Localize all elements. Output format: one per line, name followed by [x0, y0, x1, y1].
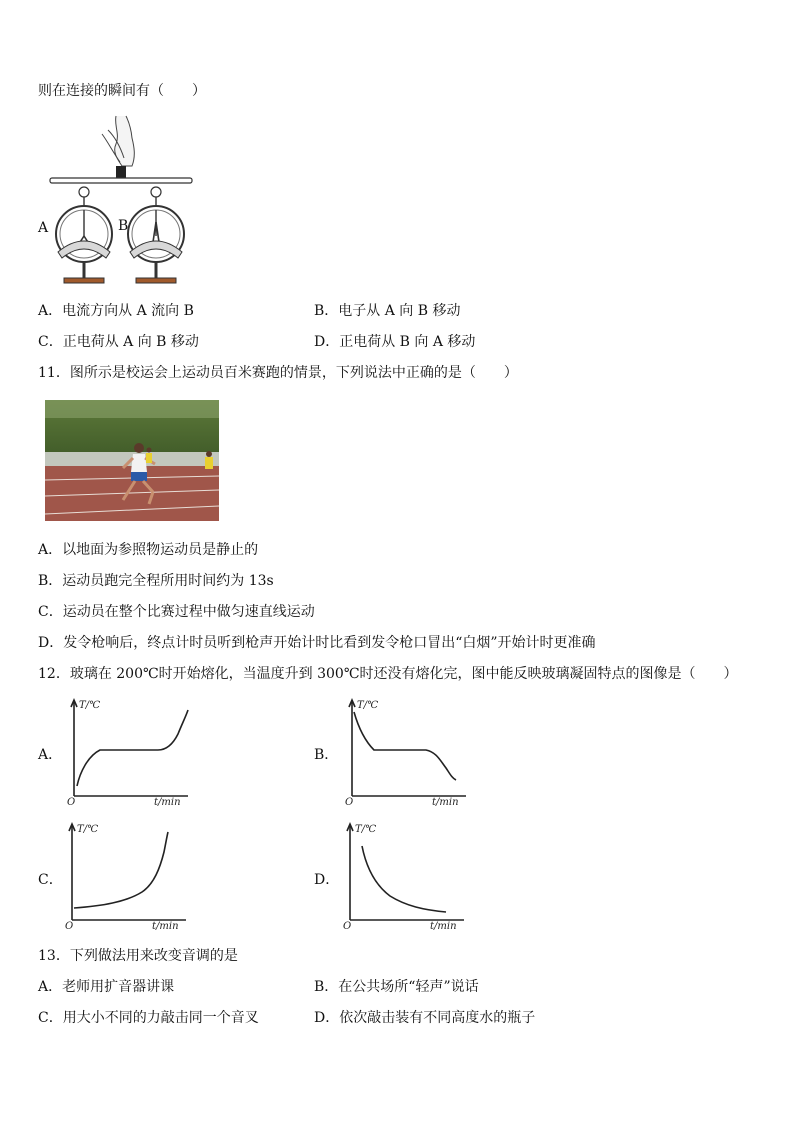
q10-stem: 则在连接的瞬间有（ ） — [38, 83, 206, 99]
graph-d — [340, 818, 470, 932]
graph-c-y-label: T/℃ — [77, 824, 99, 835]
graph-c-x-label: t/min — [152, 921, 179, 932]
q10-option-c: C．正电荷从 A 向 B 移动 — [38, 334, 199, 350]
graph-d-y-label: T/℃ — [355, 824, 377, 835]
q11-option-c: C．运动员在整个比赛过程中做匀速直线运动 — [38, 604, 315, 620]
electroscope-a-label: A — [38, 220, 49, 236]
graph-a-label: A． — [38, 747, 63, 763]
q10-option-a: A．电流方向从 A 流向 B — [38, 303, 194, 319]
q13-option-d: D．依次敲击装有不同高度水的瓶子 — [314, 1010, 536, 1026]
q12-stem: 12．玻璃在 200℃时开始熔化，当温度升到 300℃时还没有熔化完，图中能反映玻璃凝固特点的图像是（ ） — [38, 666, 738, 682]
graph-b-y-label: T/℃ — [357, 700, 379, 711]
graph-b-label: B． — [314, 747, 339, 763]
q10-option-d: D．正电荷从 B 向 A 移动 — [314, 334, 476, 350]
q11-option-d: D．发令枪响后，终点计时员听到枪声开始计时比看到发令枪口冒出“白烟”开始计时更准确 — [38, 635, 596, 651]
graph-a-origin: O — [67, 797, 76, 806]
graph-d-x-label: t/min — [430, 921, 457, 932]
graph-b-origin: O — [345, 797, 354, 806]
graph-d-origin: O — [343, 921, 352, 932]
q13-option-c: C．用大小不同的力敲击同一个音叉 — [38, 1010, 259, 1026]
graph-c — [62, 818, 192, 932]
graph-c-label: C． — [38, 872, 63, 888]
electroscope-figure — [36, 112, 206, 290]
q11-option-a: A．以地面为参照物运动员是静止的 — [38, 542, 259, 558]
electroscope-b-label: B — [118, 218, 129, 234]
graph-d-label: D． — [314, 872, 340, 888]
q13-option-a: A．老师用扩音器讲课 — [38, 979, 175, 995]
graph-a-x-label: t/min — [154, 797, 181, 806]
graph-b — [342, 694, 472, 806]
graph-c-origin: O — [65, 921, 74, 932]
q10-option-b: B．电子从 A 向 B 移动 — [314, 303, 461, 319]
q13-stem: 13．下列做法用来改变音调的是 — [38, 948, 238, 964]
q11-option-b: B．运动员跑完全程所用时间约为 13s — [38, 573, 274, 589]
graph-a-y-label: T/℃ — [79, 700, 101, 711]
q13-option-b: B．在公共场所“轻声”说话 — [314, 979, 479, 995]
q11-stem: 11．图所示是校运会上运动员百米赛跑的情景，下列说法中正确的是（ ） — [38, 365, 518, 381]
graph-a — [64, 694, 194, 806]
graph-b-x-label: t/min — [432, 797, 459, 806]
sprinter-photo — [45, 400, 219, 521]
